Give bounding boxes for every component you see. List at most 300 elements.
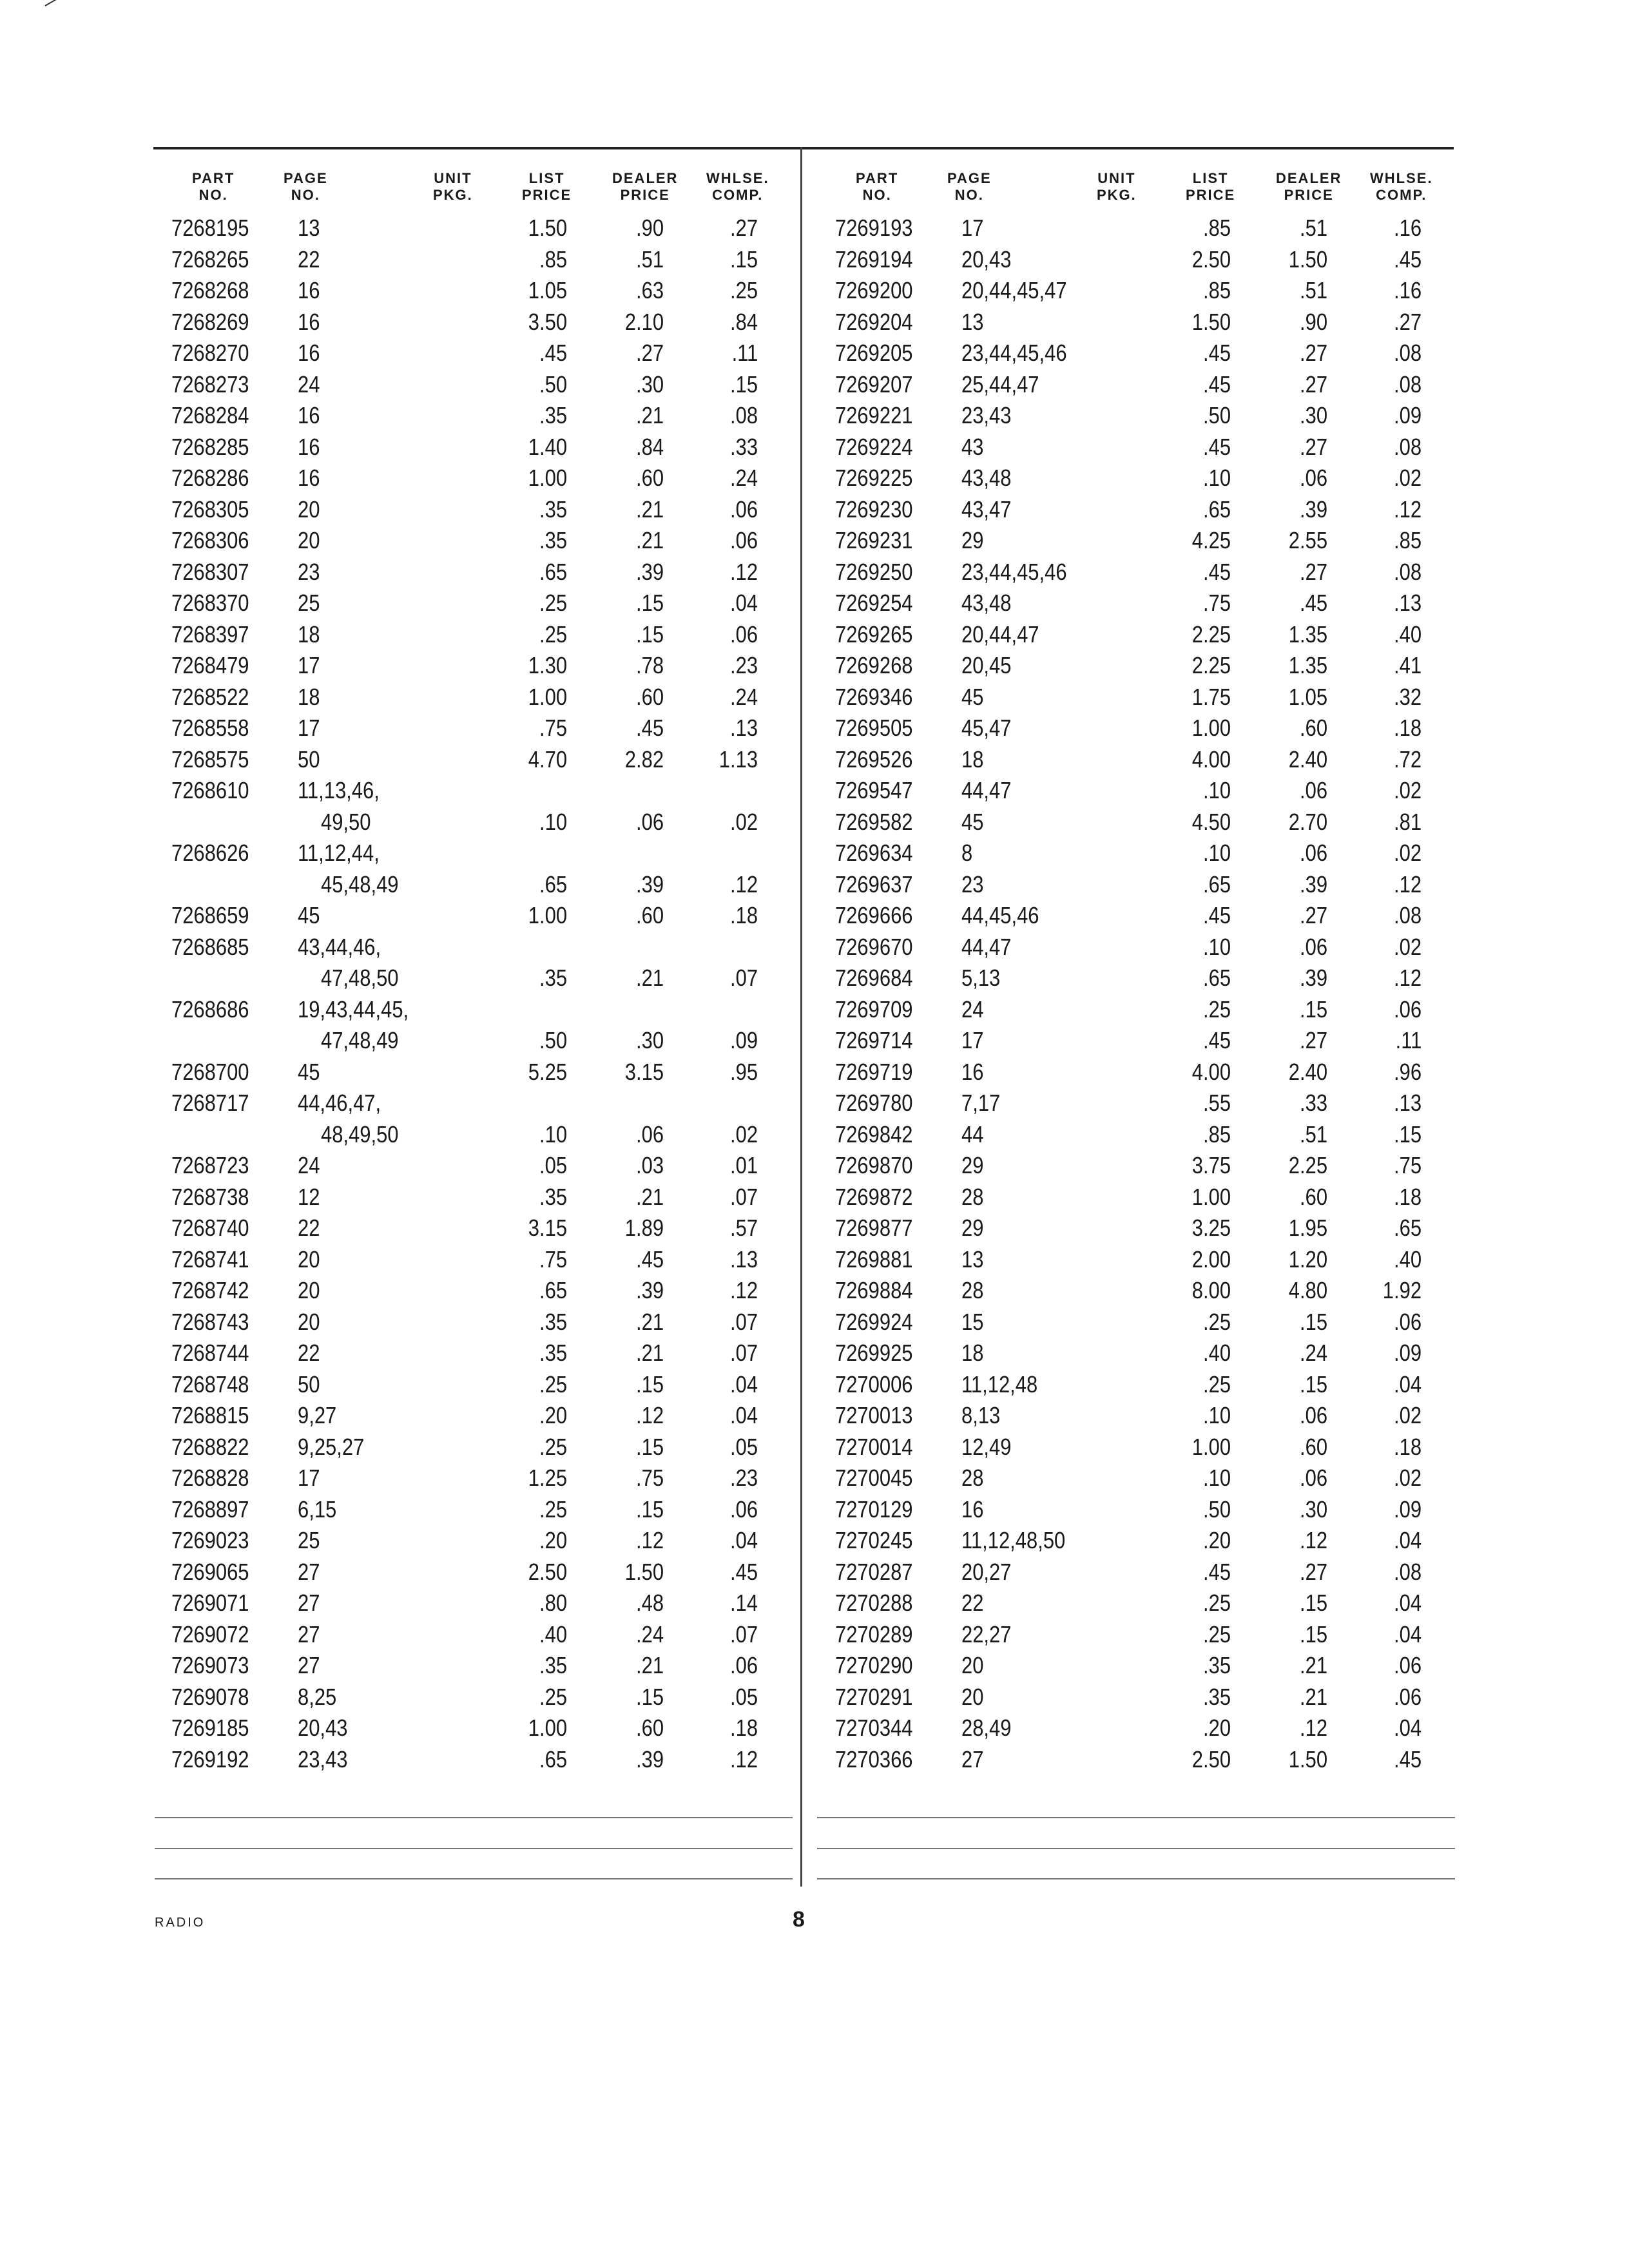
- header-part-no: PART NO.: [192, 170, 235, 203]
- table-row: [153, 1275, 798, 1307]
- list-price: .65: [539, 870, 567, 898]
- dealer-price: .51: [1299, 1120, 1327, 1148]
- page-numbers: 17: [961, 215, 984, 241]
- part-number: 7269205: [835, 340, 913, 366]
- page-numbers: 28: [961, 1277, 984, 1303]
- list-price: .85: [1202, 277, 1231, 303]
- part-number: 7268305: [171, 495, 249, 523]
- dealer-price: .45: [635, 715, 664, 741]
- table-row: [817, 1463, 1461, 1494]
- dealer-price: .21: [635, 1183, 664, 1210]
- wholesale-comp: .06: [729, 1652, 758, 1678]
- wholesale-comp: .02: [1393, 777, 1422, 803]
- list-price: .25: [539, 620, 567, 648]
- part-number: 7268286: [171, 465, 249, 491]
- table-row: [153, 213, 798, 244]
- wholesale-comp: .08: [1393, 558, 1422, 585]
- page-numbers: 45,47: [961, 715, 1012, 741]
- list-price: .45: [1202, 558, 1231, 585]
- list-price: .50: [539, 1027, 567, 1053]
- table-row: [153, 994, 798, 1026]
- list-price: .25: [1202, 995, 1231, 1023]
- part-number: 7269719: [835, 1058, 913, 1085]
- page-numbers: 17: [298, 1465, 320, 1491]
- part-number: 7268284: [171, 402, 249, 428]
- left-table-header: [153, 155, 798, 213]
- table-row: [817, 1588, 1461, 1619]
- table-row: [817, 1369, 1461, 1401]
- page-numbers: 29: [961, 1215, 984, 1241]
- part-number: 7269192: [171, 1745, 249, 1773]
- wholesale-comp: .02: [1393, 465, 1422, 491]
- wholesale-comp: .07: [729, 1183, 758, 1210]
- left-table: [153, 155, 798, 1775]
- wholesale-comp: .81: [1393, 808, 1422, 835]
- wholesale-comp: .84: [729, 308, 758, 335]
- part-number: 7269684: [835, 965, 913, 991]
- list-price: .35: [539, 1183, 567, 1210]
- table-row: [817, 1650, 1461, 1682]
- dealer-price: .60: [1299, 1433, 1327, 1460]
- part-number: 7269193: [835, 215, 913, 241]
- table-row: [817, 1432, 1461, 1463]
- list-price: .40: [539, 1620, 567, 1648]
- table-row: [817, 1244, 1461, 1276]
- page-numbers: 22,27: [961, 1620, 1012, 1648]
- table-row: [817, 1025, 1461, 1057]
- dealer-price: .06: [1299, 1465, 1327, 1491]
- table-row: [153, 900, 798, 932]
- part-number: 7268610: [171, 777, 249, 803]
- wholesale-comp: .27: [729, 215, 758, 241]
- part-number: 7268685: [171, 933, 249, 960]
- part-number: 7269072: [171, 1620, 249, 1648]
- page-numbers: 17: [298, 652, 320, 678]
- list-price: .25: [539, 590, 567, 616]
- page-numbers: 45,48,49: [321, 870, 399, 898]
- table-row: [153, 869, 798, 901]
- table-row: [817, 994, 1461, 1026]
- wholesale-comp: .06: [1393, 1683, 1422, 1710]
- table-row: [153, 494, 798, 526]
- page-numbers: 9,25,27: [298, 1433, 365, 1460]
- table-row: [817, 557, 1461, 588]
- dealer-price: .30: [1299, 402, 1327, 428]
- table-row: [153, 275, 798, 307]
- page-numbers: 20,43: [298, 1715, 348, 1741]
- part-number: 7269881: [835, 1245, 913, 1273]
- part-number: 7268744: [171, 1340, 249, 1366]
- table-row: [153, 1338, 798, 1369]
- dealer-price: .21: [1299, 1683, 1327, 1710]
- page-numbers: 22: [298, 1340, 320, 1366]
- list-price: 1.00: [1191, 715, 1231, 741]
- dealer-price: .39: [635, 1277, 664, 1303]
- table-row: [153, 1744, 798, 1776]
- page-numbers: 28: [961, 1465, 984, 1491]
- list-price: 8.00: [1191, 1277, 1231, 1303]
- wholesale-comp: .12: [1393, 870, 1422, 898]
- part-number: 7268815: [171, 1402, 249, 1428]
- dealer-price: .27: [1299, 433, 1327, 460]
- table-row: [817, 1213, 1461, 1244]
- wholesale-comp: .02: [1393, 933, 1422, 960]
- part-number: 7270129: [835, 1495, 913, 1523]
- part-number: 7269250: [835, 558, 913, 585]
- page-numbers: 9,27: [298, 1402, 337, 1428]
- part-number: 7269925: [835, 1340, 913, 1366]
- table-row: [153, 1463, 798, 1494]
- page-numbers: 16: [298, 465, 320, 491]
- wholesale-comp: .14: [729, 1590, 758, 1616]
- page-numbers: 8: [961, 840, 973, 866]
- dealer-price: .15: [635, 590, 664, 616]
- dealer-price: .27: [635, 340, 664, 366]
- wholesale-comp: .01: [729, 1152, 758, 1178]
- wholesale-comp: .08: [1393, 433, 1422, 460]
- wholesale-comp: .08: [1393, 1558, 1422, 1585]
- wholesale-comp: .85: [1393, 527, 1422, 553]
- wholesale-comp: .06: [1393, 1652, 1422, 1678]
- dealer-price: .48: [635, 1590, 664, 1616]
- wholesale-comp: .12: [1393, 965, 1422, 991]
- part-number: 7268822: [171, 1433, 249, 1460]
- wholesale-comp: .09: [1393, 1340, 1422, 1366]
- table-row: [153, 963, 798, 994]
- wholesale-comp: .40: [1393, 1245, 1422, 1273]
- table-row: [817, 1182, 1461, 1213]
- part-number: 7270344: [835, 1715, 913, 1741]
- page-numbers: 47,48,50: [321, 965, 399, 991]
- list-price: 2.50: [528, 1558, 567, 1585]
- wholesale-comp: .27: [1393, 308, 1422, 335]
- dealer-price: .84: [635, 433, 664, 460]
- part-number: 7269204: [835, 308, 913, 335]
- list-price: 2.25: [1191, 652, 1231, 678]
- page-numbers: 20,43: [961, 245, 1012, 273]
- page-numbers: 44,47: [961, 933, 1012, 960]
- page-numbers: 27: [298, 1590, 320, 1616]
- page-numbers: 24: [298, 370, 320, 398]
- list-price: .45: [1202, 433, 1231, 460]
- part-number: 7269877: [835, 1215, 913, 1241]
- table-row: [153, 338, 798, 369]
- page-numbers: 6,15: [298, 1495, 337, 1523]
- list-price: .35: [539, 495, 567, 523]
- dealer-price: .27: [1299, 370, 1327, 398]
- table-row: [153, 1057, 798, 1088]
- table-row: [153, 744, 798, 776]
- wholesale-comp: .02: [729, 808, 758, 835]
- page-numbers: 22: [298, 245, 320, 273]
- part-number: 7269670: [835, 933, 913, 960]
- table-row: [817, 650, 1461, 682]
- dealer-price: .06: [1299, 777, 1327, 803]
- page-numbers: 49,50: [321, 808, 371, 835]
- page-numbers: 27: [298, 1558, 320, 1585]
- wholesale-comp: .18: [729, 1715, 758, 1741]
- wholesale-comp: .33: [729, 433, 758, 460]
- list-price: .40: [1202, 1340, 1231, 1366]
- page-numbers: 43,48: [961, 465, 1012, 491]
- wholesale-comp: .11: [1395, 1027, 1422, 1053]
- part-number: 7268700: [171, 1058, 249, 1085]
- list-price: 1.00: [528, 683, 567, 710]
- dealer-price: .06: [1299, 840, 1327, 866]
- part-number: 7269224: [835, 433, 913, 460]
- list-price: 1.00: [528, 465, 567, 491]
- wholesale-comp: .45: [1393, 245, 1422, 273]
- part-number: 7268285: [171, 433, 249, 460]
- wholesale-comp: .18: [1393, 1433, 1422, 1460]
- wholesale-comp: .18: [1393, 715, 1422, 741]
- part-number: 7269505: [835, 715, 913, 741]
- page-numbers: 18: [961, 745, 984, 773]
- list-price: 5.25: [528, 1058, 567, 1085]
- page-numbers: 44,45,46: [961, 902, 1039, 928]
- list-price: .20: [1202, 1527, 1231, 1553]
- dealer-price: .06: [635, 1120, 664, 1148]
- list-price: .10: [1202, 777, 1231, 803]
- table-row: [153, 1182, 798, 1213]
- page-numbers: 15: [961, 1308, 984, 1335]
- header-unit-pkg: UNIT PKG.: [1097, 170, 1137, 203]
- dealer-price: .21: [635, 965, 664, 991]
- dealer-price: .21: [635, 495, 664, 523]
- list-price: .85: [539, 245, 567, 273]
- table-row: [153, 1307, 798, 1338]
- dealer-price: .78: [635, 652, 664, 678]
- table-row: [817, 1307, 1461, 1338]
- table-row: [817, 400, 1461, 432]
- page-numbers: 45: [298, 902, 320, 928]
- page-numbers: 12: [298, 1183, 320, 1210]
- list-price: 1.50: [1191, 308, 1231, 335]
- page-numbers: 43,44,46,: [298, 933, 381, 960]
- list-price: .35: [1202, 1652, 1231, 1678]
- header-whlse-comp: WHLSE. COMP.: [706, 170, 769, 203]
- wholesale-comp: .04: [729, 1402, 758, 1428]
- list-price: .85: [1202, 215, 1231, 241]
- page-numbers: 11,12,48: [961, 1370, 1038, 1398]
- wholesale-comp: .16: [1393, 215, 1422, 241]
- list-price: 1.50: [528, 215, 567, 241]
- list-price: .25: [1202, 1370, 1231, 1398]
- dealer-price: .30: [635, 1027, 664, 1053]
- wholesale-comp: .02: [1393, 840, 1422, 866]
- table-row: [153, 1150, 798, 1182]
- table-row: [153, 1025, 798, 1057]
- page-numbers: 11,12,48,50: [961, 1527, 1066, 1553]
- table-row: [153, 557, 798, 588]
- wholesale-comp: 1.92: [1382, 1277, 1422, 1303]
- part-number: 7269526: [835, 745, 913, 773]
- header-page-no: PAGE NO.: [947, 170, 992, 203]
- table-row: [153, 1494, 798, 1526]
- part-number: 7270014: [835, 1433, 913, 1460]
- table-row: [817, 932, 1461, 963]
- wholesale-comp: .07: [729, 965, 758, 991]
- right-table-body: [817, 213, 1461, 1775]
- table-row: [817, 588, 1461, 619]
- table-row: [153, 1682, 798, 1713]
- table-row: [817, 900, 1461, 932]
- list-price: 3.50: [528, 308, 567, 335]
- wholesale-comp: .12: [729, 1277, 758, 1303]
- header-whlse-comp: WHLSE. COMP.: [1370, 170, 1433, 203]
- part-number: 7269547: [835, 777, 913, 803]
- list-price: .50: [1202, 1495, 1231, 1523]
- dealer-price: .63: [635, 277, 664, 303]
- list-price: 1.00: [528, 902, 567, 928]
- wholesale-comp: .04: [1393, 1527, 1422, 1553]
- wholesale-comp: .12: [729, 870, 758, 898]
- part-number: 7268741: [171, 1245, 249, 1273]
- dealer-price: .51: [1299, 277, 1327, 303]
- dealer-price: 2.40: [1288, 1058, 1327, 1085]
- table-row: [817, 1275, 1461, 1307]
- table-row: [153, 1432, 798, 1463]
- page-numbers: 8,13: [961, 1402, 1001, 1428]
- dealer-price: .60: [1299, 715, 1327, 741]
- dealer-price: 2.40: [1288, 745, 1327, 773]
- part-number: 7268626: [171, 840, 249, 866]
- wholesale-comp: .04: [1393, 1715, 1422, 1741]
- table-row: [817, 744, 1461, 776]
- wholesale-comp: .15: [729, 245, 758, 273]
- wholesale-comp: .11: [731, 340, 758, 366]
- page-numbers: 18: [298, 683, 320, 710]
- table-row: [817, 1119, 1461, 1151]
- wholesale-comp: .08: [729, 402, 758, 428]
- footer-rule: [155, 1848, 793, 1849]
- page-numbers: 25: [298, 590, 320, 616]
- wholesale-comp: .04: [1393, 1620, 1422, 1648]
- wholesale-comp: .06: [1393, 995, 1422, 1023]
- page-number: 8: [793, 1907, 805, 1932]
- table-row: [153, 807, 798, 838]
- dealer-price: .60: [1299, 1183, 1327, 1210]
- list-price: .65: [1202, 965, 1231, 991]
- page-numbers: 18: [298, 620, 320, 648]
- wholesale-comp: .40: [1393, 620, 1422, 648]
- table-row: [817, 1713, 1461, 1744]
- dealer-price: .15: [1299, 1620, 1327, 1648]
- table-row: [817, 494, 1461, 526]
- wholesale-comp: .07: [729, 1620, 758, 1648]
- list-price: .10: [1202, 933, 1231, 960]
- list-price: .65: [539, 558, 567, 585]
- wholesale-comp: .04: [729, 1527, 758, 1553]
- page-numbers: 43,47: [961, 495, 1012, 523]
- wholesale-comp: .25: [729, 277, 758, 303]
- dealer-price: 1.89: [624, 1215, 664, 1241]
- page-numbers: 27: [298, 1620, 320, 1648]
- list-price: .25: [1202, 1308, 1231, 1335]
- wholesale-comp: 1.13: [718, 745, 758, 773]
- dealer-price: .15: [1299, 1308, 1327, 1335]
- dealer-price: 2.10: [624, 308, 664, 335]
- list-price: .85: [1202, 1120, 1231, 1148]
- table-row: [817, 775, 1461, 807]
- table-row: [817, 1494, 1461, 1526]
- part-number: 7269073: [171, 1652, 249, 1678]
- list-price: .25: [539, 1370, 567, 1398]
- part-number: 7269346: [835, 683, 913, 710]
- list-price: 4.50: [1191, 808, 1231, 835]
- dealer-price: .21: [635, 1652, 664, 1678]
- header-page-no: PAGE NO.: [284, 170, 328, 203]
- part-number: 7268828: [171, 1465, 249, 1491]
- dealer-price: .15: [635, 1683, 664, 1710]
- page-numbers: 20: [298, 1277, 320, 1303]
- page-numbers: 12,49: [961, 1433, 1012, 1460]
- dealer-price: .21: [635, 402, 664, 428]
- page-numbers: 43: [961, 433, 984, 460]
- page-numbers: 50: [298, 745, 320, 773]
- part-number: 7270245: [835, 1527, 913, 1553]
- dealer-price: .03: [635, 1152, 664, 1178]
- header-list-price: LIST PRICE: [1186, 170, 1236, 203]
- part-number: 7270287: [835, 1558, 913, 1585]
- page-numbers: 23,43: [961, 402, 1012, 428]
- dealer-price: .33: [1299, 1090, 1327, 1116]
- wholesale-comp: .12: [729, 558, 758, 585]
- list-price: .45: [1202, 1558, 1231, 1585]
- list-price: .20: [539, 1402, 567, 1428]
- wholesale-comp: .08: [1393, 370, 1422, 398]
- table-row: [817, 713, 1461, 744]
- page-numbers: 44: [961, 1120, 984, 1148]
- dealer-price: .39: [635, 558, 664, 585]
- table-row: [817, 1057, 1461, 1088]
- scan-mark: [45, 0, 70, 6]
- wholesale-comp: .05: [729, 1433, 758, 1460]
- table-row: [153, 588, 798, 619]
- page-numbers: 24: [961, 995, 984, 1023]
- dealer-price: .24: [1299, 1340, 1327, 1366]
- list-price: 1.75: [1191, 683, 1231, 710]
- dealer-price: .39: [635, 1745, 664, 1773]
- dealer-price: .90: [635, 215, 664, 241]
- table-row: [153, 650, 798, 682]
- dealer-price: .39: [1299, 495, 1327, 523]
- wholesale-comp: .13: [1393, 590, 1422, 616]
- table-row: [153, 1650, 798, 1682]
- dealer-price: .30: [1299, 1495, 1327, 1523]
- table-row: [153, 307, 798, 338]
- table-row: [817, 682, 1461, 713]
- dealer-price: 1.95: [1288, 1215, 1327, 1241]
- page-numbers: 16: [298, 433, 320, 460]
- part-number: 7269870: [835, 1152, 913, 1178]
- page-numbers: 16: [961, 1058, 984, 1085]
- table-row: [817, 1400, 1461, 1432]
- table-row: [817, 213, 1461, 244]
- list-price: 4.00: [1191, 745, 1231, 773]
- dealer-price: .12: [635, 1527, 664, 1553]
- header-part-no: PART NO.: [856, 170, 899, 203]
- list-price: .25: [1202, 1590, 1231, 1616]
- dealer-price: 1.35: [1288, 652, 1327, 678]
- wholesale-comp: .13: [1393, 1090, 1422, 1116]
- dealer-price: .27: [1299, 1558, 1327, 1585]
- wholesale-comp: .45: [729, 1558, 758, 1585]
- table-row: [153, 775, 798, 807]
- part-number: 7270288: [835, 1590, 913, 1616]
- part-number: 7270366: [835, 1745, 913, 1773]
- list-price: .10: [1202, 1465, 1231, 1491]
